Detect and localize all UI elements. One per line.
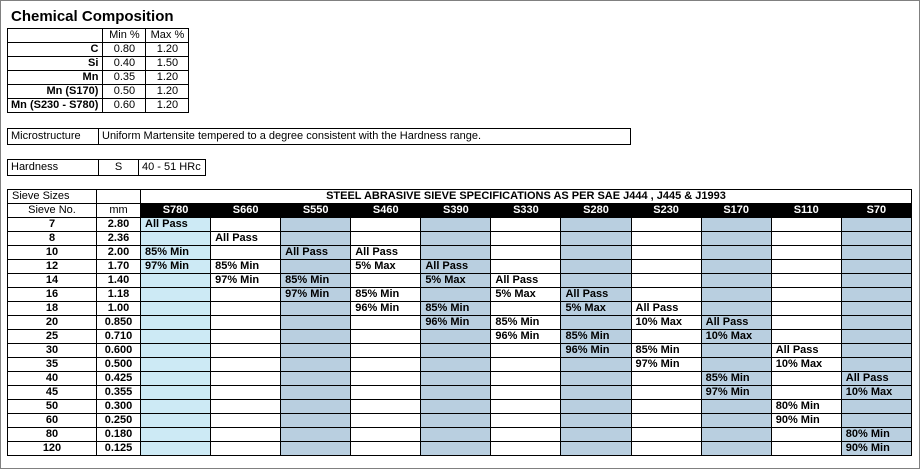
spec-cell-s550: 85% Min	[281, 274, 351, 288]
hardness-value: 40 - 51 HRc	[139, 160, 206, 176]
spec-cell-s230	[631, 400, 701, 414]
spec-cell-s170	[701, 232, 771, 246]
spec-cell-s780	[141, 274, 211, 288]
composition-row	[8, 85, 189, 99]
spec-cell-s390	[421, 344, 491, 358]
spec-cell-s660	[211, 358, 281, 372]
sieve-row	[8, 344, 912, 358]
spec-cell-s230	[631, 428, 701, 442]
sieve-mm: 1.18	[97, 288, 141, 302]
sieve-mm: 0.125	[97, 442, 141, 456]
spec-cell-s230: 97% Min	[631, 358, 701, 372]
spec-cell-s330	[491, 428, 561, 442]
grade-header-s110: S110	[771, 204, 841, 218]
spec-cell-s230: 10% Max	[631, 316, 701, 330]
spec-cell-s330: All Pass	[491, 274, 561, 288]
composition-row	[8, 57, 189, 71]
spec-cell-s230: All Pass	[631, 302, 701, 316]
sieve-no-label: Sieve No.	[8, 204, 97, 218]
spec-cell-s550: All Pass	[281, 246, 351, 260]
spec-cell-s780	[141, 316, 211, 330]
hardness-grade: S	[99, 160, 139, 176]
sieve-mm: 0.710	[97, 330, 141, 344]
sieve-row	[8, 414, 912, 428]
sieve-row	[8, 288, 912, 302]
spec-cell-s460	[351, 218, 421, 232]
sieve-title-row	[8, 190, 912, 204]
spec-cell-s550: 97% Min	[281, 288, 351, 302]
sieve-table-body	[8, 190, 912, 456]
sieve-mm-label: mm	[97, 204, 141, 218]
composition-row	[8, 43, 189, 57]
spec-cell-s390	[421, 428, 491, 442]
sieve-number: 8	[8, 232, 97, 246]
spec-cell-s660	[211, 372, 281, 386]
spec-cell-s550	[281, 414, 351, 428]
grade-header-s550: S550	[281, 204, 351, 218]
sieve-row	[8, 330, 912, 344]
spec-cell-s390: 85% Min	[421, 302, 491, 316]
sieve-number: 120	[8, 442, 97, 456]
spec-cell-s280	[561, 218, 631, 232]
spec-cell-s390: All Pass	[421, 260, 491, 274]
sieve-mm: 2.00	[97, 246, 141, 260]
spec-cell-s460	[351, 442, 421, 456]
sieve-row	[8, 358, 912, 372]
spec-cell-s460: 96% Min	[351, 302, 421, 316]
spec-cell-s70: All Pass	[841, 372, 911, 386]
spec-cell-s230	[631, 288, 701, 302]
spec-cell-s170	[701, 358, 771, 372]
spec-cell-s330	[491, 386, 561, 400]
spec-cell-s280	[561, 232, 631, 246]
grade-header-s170: S170	[701, 204, 771, 218]
sieve-mm: 2.80	[97, 218, 141, 232]
grade-header-s460: S460	[351, 204, 421, 218]
spec-cell-s780	[141, 288, 211, 302]
composition-max: 1.20	[146, 99, 189, 113]
spec-cell-s70	[841, 400, 911, 414]
spec-cell-s460	[351, 386, 421, 400]
spec-cell-s280	[561, 274, 631, 288]
spec-cell-s550	[281, 344, 351, 358]
sieve-row	[8, 428, 912, 442]
sieve-row	[8, 260, 912, 274]
sieve-number: 35	[8, 358, 97, 372]
grade-header-s390: S390	[421, 204, 491, 218]
spec-cell-s390	[421, 232, 491, 246]
grade-header-s230: S230	[631, 204, 701, 218]
spec-cell-s110	[771, 316, 841, 330]
sieve-row	[8, 232, 912, 246]
spec-cell-s170	[701, 442, 771, 456]
spec-cell-s390	[421, 442, 491, 456]
composition-max: 1.20	[146, 43, 189, 57]
spec-cell-s330	[491, 358, 561, 372]
spec-cell-s110	[771, 330, 841, 344]
composition-element: Si	[8, 57, 103, 71]
spec-cell-s660: 97% Min	[211, 274, 281, 288]
spec-cell-s390	[421, 330, 491, 344]
spec-cell-s230	[631, 330, 701, 344]
sieve-spec-title: STEEL ABRASIVE SIEVE SPECIFICATIONS AS PER SAE J444 , J445 & J1993	[141, 190, 912, 204]
spec-cell-s390	[421, 372, 491, 386]
spec-cell-s110	[771, 232, 841, 246]
spec-cell-s110	[771, 274, 841, 288]
grade-header-s330: S330	[491, 204, 561, 218]
spec-cell-s660	[211, 428, 281, 442]
spec-cell-s280	[561, 442, 631, 456]
spec-cell-s660	[211, 246, 281, 260]
spec-cell-s330: 85% Min	[491, 316, 561, 330]
composition-table	[7, 28, 189, 113]
spec-cell-s460	[351, 274, 421, 288]
spec-cell-s230	[631, 274, 701, 288]
spec-cell-s170	[701, 400, 771, 414]
spec-cell-s390	[421, 218, 491, 232]
spec-cell-s280: 96% Min	[561, 344, 631, 358]
composition-header-blank	[8, 29, 103, 43]
spec-cell-s110	[771, 288, 841, 302]
spec-cell-s110: 90% Min	[771, 414, 841, 428]
spec-cell-s780	[141, 358, 211, 372]
spec-cell-s170: 85% Min	[701, 372, 771, 386]
spec-cell-s330	[491, 372, 561, 386]
spec-cell-s330	[491, 400, 561, 414]
spec-cell-s280: 5% Max	[561, 302, 631, 316]
spec-cell-s390	[421, 400, 491, 414]
spec-cell-s230	[631, 372, 701, 386]
composition-header-min: Min %	[103, 29, 146, 43]
spec-cell-s460	[351, 358, 421, 372]
spec-cell-s70	[841, 358, 911, 372]
composition-header-row	[8, 29, 189, 43]
composition-min: 0.60	[103, 99, 146, 113]
spec-cell-s460	[351, 330, 421, 344]
sieve-row	[8, 372, 912, 386]
spec-cell-s70	[841, 288, 911, 302]
sieve-title-spacer	[97, 190, 141, 204]
sieve-row	[8, 218, 912, 232]
sieve-number: 60	[8, 414, 97, 428]
grade-header-s660: S660	[211, 204, 281, 218]
spec-cell-s390	[421, 246, 491, 260]
spec-cell-s460	[351, 316, 421, 330]
composition-row	[8, 71, 189, 85]
spec-cell-s390	[421, 386, 491, 400]
spec-cell-s780	[141, 344, 211, 358]
sieve-sizes-label: Sieve Sizes	[8, 190, 97, 204]
composition-max: 1.20	[146, 85, 189, 99]
grade-header-s280: S280	[561, 204, 631, 218]
sieve-number: 45	[8, 386, 97, 400]
spec-cell-s550	[281, 260, 351, 274]
sieve-number: 30	[8, 344, 97, 358]
sieve-number: 80	[8, 428, 97, 442]
spec-cell-s230: 85% Min	[631, 344, 701, 358]
spec-cell-s70	[841, 302, 911, 316]
sieve-row	[8, 246, 912, 260]
spec-cell-s110: All Pass	[771, 344, 841, 358]
spec-cell-s660	[211, 414, 281, 428]
spec-cell-s110	[771, 246, 841, 260]
spec-cell-s230	[631, 246, 701, 260]
spec-cell-s390: 96% Min	[421, 316, 491, 330]
sieve-number: 12	[8, 260, 97, 274]
spec-cell-s660	[211, 218, 281, 232]
spec-cell-s230	[631, 260, 701, 274]
spec-cell-s550	[281, 330, 351, 344]
spec-cell-s170	[701, 218, 771, 232]
spec-cell-s70: 80% Min	[841, 428, 911, 442]
spec-cell-s170	[701, 428, 771, 442]
spec-cell-s550	[281, 358, 351, 372]
sieve-row	[8, 274, 912, 288]
spec-cell-s70	[841, 218, 911, 232]
spec-cell-s70	[841, 344, 911, 358]
spec-cell-s460	[351, 232, 421, 246]
spec-cell-s170	[701, 414, 771, 428]
spec-cell-s550	[281, 372, 351, 386]
spec-cell-s330: 96% Min	[491, 330, 561, 344]
microstructure-table	[7, 128, 631, 145]
spec-cell-s780: 97% Min	[141, 260, 211, 274]
sieve-row	[8, 442, 912, 456]
spec-cell-s460	[351, 372, 421, 386]
sieve-number: 20	[8, 316, 97, 330]
spec-cell-s780	[141, 428, 211, 442]
spec-cell-s660	[211, 400, 281, 414]
spec-cell-s330	[491, 246, 561, 260]
spec-cell-s460	[351, 428, 421, 442]
hardness-table	[7, 159, 206, 176]
spec-cell-s660: 85% Min	[211, 260, 281, 274]
sieve-number: 50	[8, 400, 97, 414]
spec-cell-s170: All Pass	[701, 316, 771, 330]
composition-min: 0.40	[103, 57, 146, 71]
spec-cell-s780: All Pass	[141, 218, 211, 232]
spec-cell-s280	[561, 372, 631, 386]
spec-cell-s460: All Pass	[351, 246, 421, 260]
composition-element: C	[8, 43, 103, 57]
composition-min: 0.80	[103, 43, 146, 57]
sieve-number: 25	[8, 330, 97, 344]
composition-max: 1.20	[146, 71, 189, 85]
spec-cell-s170	[701, 274, 771, 288]
spec-cell-s330	[491, 260, 561, 274]
sieve-mm: 0.600	[97, 344, 141, 358]
spec-cell-s330	[491, 218, 561, 232]
spec-cell-s110	[771, 428, 841, 442]
spec-cell-s780	[141, 232, 211, 246]
spec-cell-s660	[211, 386, 281, 400]
sieve-row	[8, 400, 912, 414]
spec-cell-s110: 80% Min	[771, 400, 841, 414]
spec-cell-s390	[421, 288, 491, 302]
spec-cell-s660	[211, 316, 281, 330]
sieve-mm: 0.250	[97, 414, 141, 428]
sieve-mm: 0.300	[97, 400, 141, 414]
spec-cell-s170: 10% Max	[701, 330, 771, 344]
spec-cell-s110	[771, 260, 841, 274]
sieve-mm: 1.70	[97, 260, 141, 274]
composition-row	[8, 99, 189, 113]
sieve-mm: 0.500	[97, 358, 141, 372]
sieve-spec-table	[7, 189, 912, 456]
hardness-row	[8, 160, 206, 176]
spec-cell-s660: All Pass	[211, 232, 281, 246]
spec-cell-s390: 5% Max	[421, 274, 491, 288]
spec-cell-s70	[841, 260, 911, 274]
spec-cell-s780	[141, 372, 211, 386]
composition-max: 1.50	[146, 57, 189, 71]
spec-cell-s550	[281, 386, 351, 400]
composition-min: 0.50	[103, 85, 146, 99]
spec-cell-s660	[211, 330, 281, 344]
spec-cell-s550	[281, 316, 351, 330]
spec-cell-s110	[771, 218, 841, 232]
spec-cell-s280	[561, 316, 631, 330]
spec-cell-s390	[421, 414, 491, 428]
spec-cell-s280	[561, 414, 631, 428]
spec-cell-s780	[141, 302, 211, 316]
composition-element: Mn (S170)	[8, 85, 103, 99]
spec-cell-s660	[211, 288, 281, 302]
spec-cell-s280	[561, 260, 631, 274]
composition-header-max: Max %	[146, 29, 189, 43]
spec-cell-s70	[841, 274, 911, 288]
grade-header-s780: S780	[141, 204, 211, 218]
spec-cell-s280: 85% Min	[561, 330, 631, 344]
spec-cell-s550	[281, 302, 351, 316]
spec-cell-s280	[561, 246, 631, 260]
sieve-mm: 0.355	[97, 386, 141, 400]
spec-cell-s230	[631, 386, 701, 400]
spec-cell-s330	[491, 414, 561, 428]
spec-cell-s70: 10% Max	[841, 386, 911, 400]
spec-cell-s780	[141, 386, 211, 400]
spec-cell-s170	[701, 302, 771, 316]
microstructure-value: Uniform Martensite tempered to a degree consistent with the Hardness range.	[99, 129, 631, 145]
spec-cell-s460	[351, 400, 421, 414]
spec-cell-s460: 85% Min	[351, 288, 421, 302]
spec-cell-s460	[351, 414, 421, 428]
grade-header-s70: S70	[841, 204, 911, 218]
spec-cell-s550	[281, 442, 351, 456]
spec-cell-s330	[491, 344, 561, 358]
spec-cell-s70	[841, 316, 911, 330]
sieve-number: 14	[8, 274, 97, 288]
spec-cell-s280	[561, 386, 631, 400]
spec-cell-s170	[701, 246, 771, 260]
spec-cell-s110: 10% Max	[771, 358, 841, 372]
composition-min: 0.35	[103, 71, 146, 85]
spec-cell-s550	[281, 428, 351, 442]
spec-cell-s460: 5% Max	[351, 260, 421, 274]
sieve-number: 18	[8, 302, 97, 316]
sieve-mm: 0.425	[97, 372, 141, 386]
spec-cell-s780	[141, 330, 211, 344]
spec-cell-s390	[421, 358, 491, 372]
sieve-number: 16	[8, 288, 97, 302]
sieve-number: 40	[8, 372, 97, 386]
spec-cell-s70	[841, 414, 911, 428]
spec-cell-s70	[841, 330, 911, 344]
spec-cell-s660	[211, 442, 281, 456]
grade-header-row	[8, 204, 912, 218]
spec-cell-s280	[561, 358, 631, 372]
sieve-row	[8, 302, 912, 316]
spec-cell-s280	[561, 428, 631, 442]
spec-cell-s780	[141, 442, 211, 456]
spec-cell-s330	[491, 302, 561, 316]
spec-cell-s780: 85% Min	[141, 246, 211, 260]
spec-cell-s660	[211, 302, 281, 316]
hardness-label: Hardness	[8, 160, 99, 176]
spec-cell-s330	[491, 442, 561, 456]
spec-cell-s70	[841, 246, 911, 260]
spec-cell-s660	[211, 344, 281, 358]
spec-cell-s110	[771, 442, 841, 456]
spec-cell-s280: All Pass	[561, 288, 631, 302]
spec-cell-s170	[701, 344, 771, 358]
spec-cell-s170	[701, 260, 771, 274]
spec-cell-s330: 5% Max	[491, 288, 561, 302]
sieve-mm: 1.40	[97, 274, 141, 288]
spec-cell-s230	[631, 442, 701, 456]
page-title: Chemical Composition	[11, 8, 174, 25]
composition-element: Mn	[8, 71, 103, 85]
sieve-row	[8, 316, 912, 330]
spec-cell-s230	[631, 218, 701, 232]
spec-cell-s230	[631, 414, 701, 428]
microstructure-row	[8, 129, 631, 145]
spec-cell-s330	[491, 232, 561, 246]
spec-cell-s110	[771, 386, 841, 400]
sieve-mm: 0.180	[97, 428, 141, 442]
sieve-mm: 1.00	[97, 302, 141, 316]
composition-element: Mn (S230 - S780)	[8, 99, 103, 113]
spec-cell-s70: 90% Min	[841, 442, 911, 456]
spec-cell-s780	[141, 414, 211, 428]
spec-cell-s550	[281, 232, 351, 246]
sieve-mm: 0.850	[97, 316, 141, 330]
microstructure-label: Microstructure	[8, 129, 99, 145]
spec-cell-s550	[281, 218, 351, 232]
sieve-number: 7	[8, 218, 97, 232]
spec-cell-s70	[841, 232, 911, 246]
spec-cell-s170: 97% Min	[701, 386, 771, 400]
spec-cell-s780	[141, 400, 211, 414]
spec-cell-s110	[771, 372, 841, 386]
spec-cell-s110	[771, 302, 841, 316]
spec-cell-s280	[561, 400, 631, 414]
spec-cell-s170	[701, 288, 771, 302]
sieve-row	[8, 386, 912, 400]
spec-cell-s550	[281, 400, 351, 414]
sieve-mm: 2.36	[97, 232, 141, 246]
sieve-number: 10	[8, 246, 97, 260]
spec-cell-s230	[631, 232, 701, 246]
spec-cell-s460	[351, 344, 421, 358]
